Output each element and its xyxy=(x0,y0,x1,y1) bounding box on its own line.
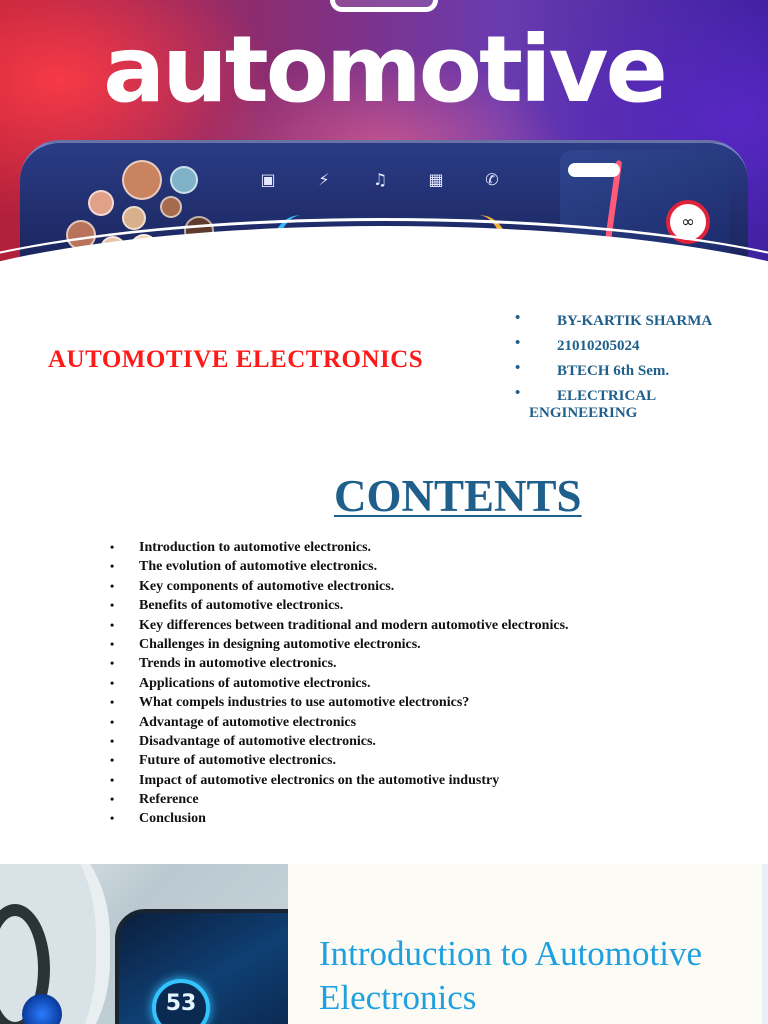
avatar xyxy=(170,166,198,194)
roll-number-item: • 21010205024 xyxy=(515,335,640,354)
car-icon: ▣ xyxy=(260,170,276,189)
bullet-icon: • xyxy=(515,360,521,376)
slide-title: Introduction to Automotive Electronics xyxy=(319,934,703,1017)
list-item: • Applications of automotive electronics. xyxy=(110,675,371,691)
map-icon: ▦ xyxy=(428,170,444,189)
list-item: • Trends in automotive electronics. xyxy=(110,656,337,672)
list-item: • Challenges in designing automotive electronics. xyxy=(110,636,421,652)
road-sign-icon: ∞ xyxy=(666,200,710,244)
bullet-icon: • xyxy=(110,753,115,768)
bullet-icon: • xyxy=(515,310,521,326)
bullet-icon: • xyxy=(515,385,521,401)
list-item: • Conclusion xyxy=(110,811,206,827)
bullet-icon: • xyxy=(110,733,115,748)
location-pill xyxy=(568,163,620,177)
bullet-icon: • xyxy=(110,578,115,593)
list-item: • Benefits of automotive electronics. xyxy=(110,598,344,614)
list-item: • Disadvantage of automotive electronics. xyxy=(110,733,376,749)
contents-list xyxy=(110,539,670,830)
bullet-icon: • xyxy=(110,811,115,826)
avatar xyxy=(122,206,146,230)
intro-slide xyxy=(0,864,768,1024)
bullet-icon: • xyxy=(110,792,115,807)
bullet-icon: • xyxy=(110,695,115,710)
car-interior-image xyxy=(0,864,288,1024)
list-item: • What compels industries to use automotive electronics? xyxy=(110,695,470,711)
slide-edge xyxy=(762,864,768,1024)
list-item: • Advantage of automotive electronics xyxy=(110,714,357,730)
bullet-icon: • xyxy=(110,675,115,690)
speed-readout: 53 xyxy=(165,991,197,1016)
list-item: • Reference xyxy=(110,792,199,808)
music-icon: ♫ xyxy=(372,170,388,189)
list-item: • Key components of automotive electronics. xyxy=(110,578,395,594)
presentation-title: AUTOMOTIVE ELECTRONICS xyxy=(48,346,424,373)
author-name-item: • BY-KARTIK SHARMA xyxy=(515,310,713,329)
logo-badge xyxy=(330,0,438,12)
list-item: • Future of automotive electronics. xyxy=(110,753,336,769)
author-info-list xyxy=(512,310,762,430)
bullet-icon: • xyxy=(110,617,115,632)
bullet-icon: • xyxy=(110,772,115,787)
hero-banner-image xyxy=(0,0,768,290)
avatar xyxy=(88,190,114,216)
phone-icon: ✆ xyxy=(485,170,499,189)
avatar xyxy=(160,196,182,218)
bullet-icon: • xyxy=(110,540,115,554)
list-item: • Introduction to automotive electronics. xyxy=(110,540,372,555)
bullet-icon: • xyxy=(110,656,115,671)
hero-wordmark: automotive xyxy=(103,16,665,123)
avatar xyxy=(122,160,162,200)
list-item: • Impact of automotive electronics on the automotive industry xyxy=(110,772,500,788)
bullet-icon: • xyxy=(110,598,115,613)
lightning-icon: ⚡ xyxy=(318,170,330,189)
list-item: • Key differences between traditional and modern automotive electronics. xyxy=(110,617,569,633)
list-item: • The evolution of automotive electronics. xyxy=(110,559,378,575)
course-item: • BTECH 6th Sem. xyxy=(515,360,670,379)
bullet-icon: • xyxy=(110,714,115,729)
contents-heading: CONTENTS xyxy=(334,471,582,521)
department-item: • ELECTRICAL ENGINEERING xyxy=(515,385,656,421)
bullet-icon: • xyxy=(515,335,521,351)
bullet-icon: • xyxy=(110,636,115,651)
bullet-icon: • xyxy=(110,559,115,574)
